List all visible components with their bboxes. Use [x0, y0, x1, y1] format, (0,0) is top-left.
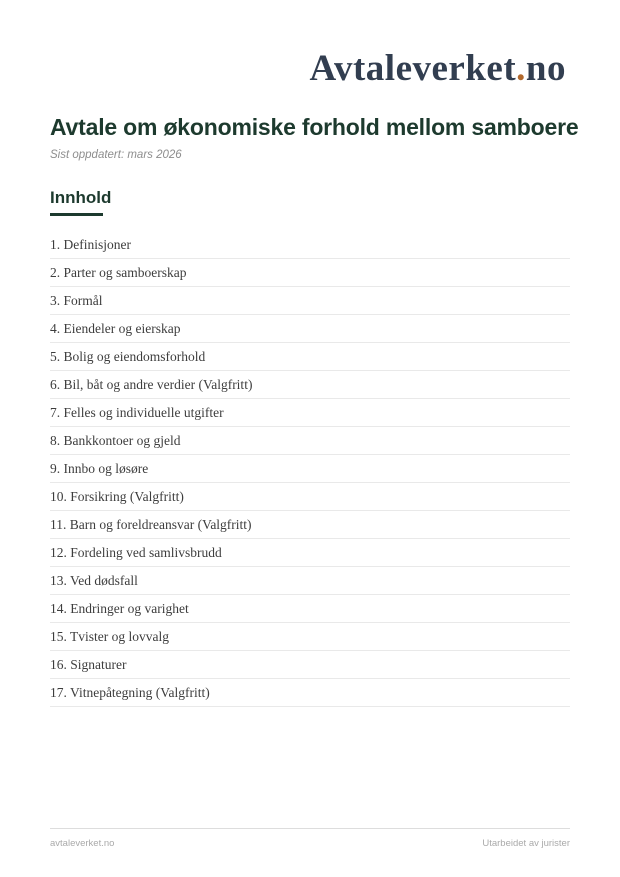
brand-logo: [310, 50, 567, 87]
toc-item: 17. Vitnepåtegning (Valgfritt): [50, 679, 570, 707]
toc-item: 3. Formål: [50, 287, 570, 315]
toc-item: 11. Barn og foreldreansvar (Valgfritt): [50, 511, 570, 539]
last-updated-label: Sist oppdatert: mars 2026: [50, 149, 182, 161]
toc-item: 4. Eiendeler og eierskap: [50, 315, 570, 343]
toc-item: 6. Bil, båt og andre verdier (Valgfritt): [50, 371, 570, 399]
toc-item: 10. Forsikring (Valgfritt): [50, 483, 570, 511]
toc-item: 16. Signaturer: [50, 651, 570, 679]
brand-logo-dot: .: [516, 48, 526, 89]
toc-item: 2. Parter og samboerskap: [50, 259, 570, 287]
toc-item: 15. Tvister og lovvalg: [50, 623, 570, 651]
page-title: Avtale om økonomiske forhold mellom samboere: [50, 114, 579, 140]
toc-item: 7. Felles og individuelle utgifter: [50, 399, 570, 427]
toc-item: 12. Fordeling ved samlivsbrudd: [50, 539, 570, 567]
toc-heading-underline: [50, 213, 103, 216]
toc-item: 13. Ved dødsfall: [50, 567, 570, 595]
footer-credit-label: Utarbeidet av jurister: [482, 838, 570, 849]
footer-site-label: avtaleverket.no: [50, 838, 115, 849]
toc-item: 9. Innbo og løsøre: [50, 455, 570, 483]
toc-list: [50, 231, 570, 707]
toc-item: 1. Definisjoner: [50, 231, 570, 259]
brand-logo-tld: no: [525, 48, 566, 89]
page-footer: [50, 828, 570, 849]
toc-item: 5. Bolig og eiendomsforhold: [50, 343, 570, 371]
toc-item: 14. Endringer og varighet: [50, 595, 570, 623]
toc-item: 8. Bankkontoer og gjeld: [50, 427, 570, 455]
brand-logo-name: Avtaleverket: [309, 48, 517, 89]
toc-heading: Innhold: [50, 188, 112, 207]
